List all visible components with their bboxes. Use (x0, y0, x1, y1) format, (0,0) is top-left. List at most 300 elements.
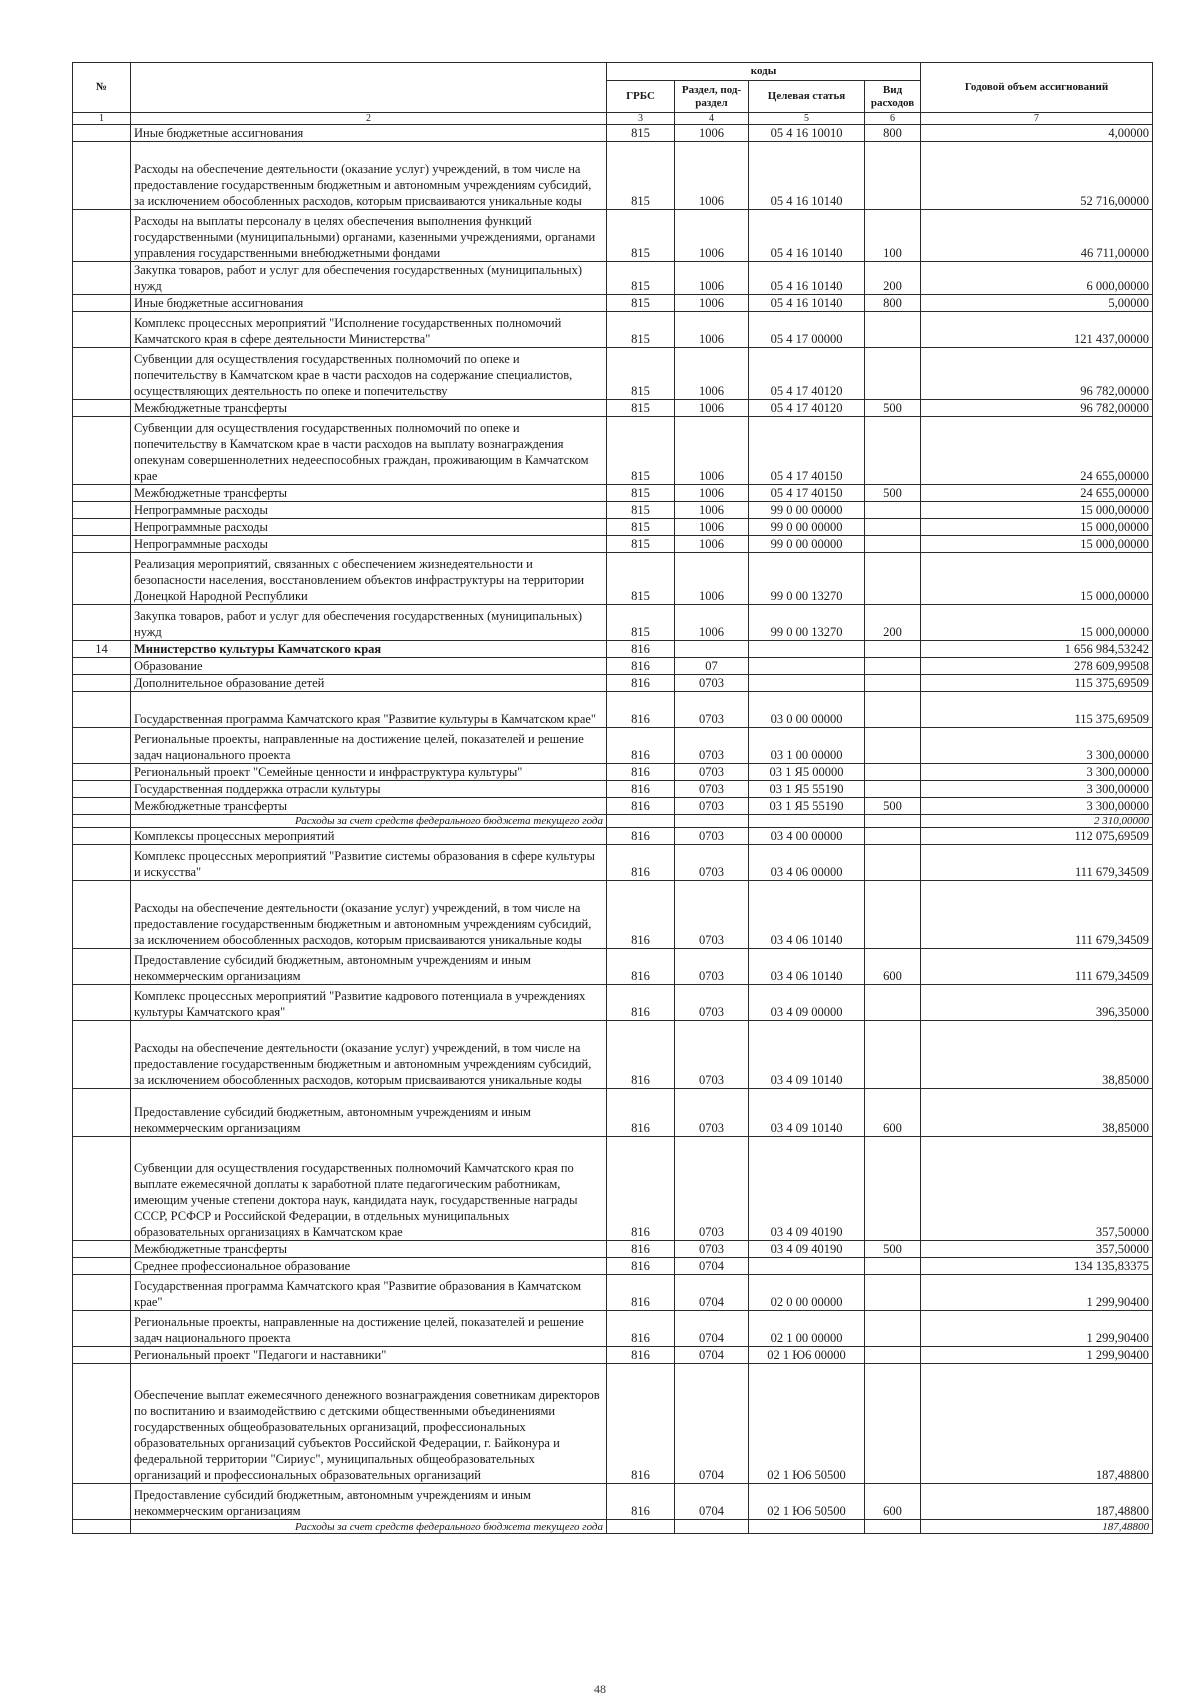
row-exp-type: 200 (865, 605, 921, 641)
table-row (73, 781, 1153, 798)
row-target: 02 1 Ю6 50500 (749, 1484, 865, 1520)
row-amount: 111 679,34509 (921, 845, 1153, 881)
row-grbs: 815 (607, 142, 675, 210)
row-grbs: 816 (607, 728, 675, 764)
row-section: 1006 (675, 400, 749, 417)
row-name: Региональные проекты, направленные на достижение целей, показателей и решение задач национального проекта (131, 1311, 607, 1347)
table-row (73, 125, 1153, 142)
row-grbs: 816 (607, 798, 675, 815)
row-number (73, 553, 131, 605)
row-exp-type (865, 728, 921, 764)
row-number (73, 536, 131, 553)
row-target: 03 0 00 00000 (749, 692, 865, 728)
row-section: 0703 (675, 1021, 749, 1089)
row-name: Комплексы процессных мероприятий (131, 828, 607, 845)
table-row (73, 845, 1153, 881)
row-exp-type (865, 1311, 921, 1347)
row-grbs: 816 (607, 1258, 675, 1275)
row-amount: 24 655,00000 (921, 417, 1153, 485)
row-name: Предоставление субсидий бюджетным, автономным учреждениям и иным некоммерческим организациям (131, 1089, 607, 1137)
row-exp-type (865, 675, 921, 692)
row-name: Министерство культуры Камчатского края (131, 641, 607, 658)
row-name: Межбюджетные трансферты (131, 1241, 607, 1258)
table-row (73, 675, 1153, 692)
row-name: Иные бюджетные ассигнования (131, 125, 607, 142)
row-target: 05 4 17 00000 (749, 312, 865, 348)
table-header (73, 63, 1153, 125)
row-target: 03 4 09 40190 (749, 1241, 865, 1258)
row-section: 0704 (675, 1258, 749, 1275)
row-amount: 121 437,00000 (921, 312, 1153, 348)
row-target: 05 4 16 10010 (749, 125, 865, 142)
row-exp-type: 600 (865, 1089, 921, 1137)
row-exp-type (865, 142, 921, 210)
row-exp-type (865, 312, 921, 348)
row-number (73, 949, 131, 985)
table-body (73, 125, 1153, 1534)
row-amount: 96 782,00000 (921, 348, 1153, 400)
row-name: Региональный проект "Семейные ценности и инфраструктура культуры" (131, 764, 607, 781)
row-number (73, 1364, 131, 1484)
col-num-2: 2 (131, 113, 607, 125)
row-name: Расходы на обеспечение деятельности (оказание услуг) учреждений, в том числе на предоставление государственным бюджетным и автономным учреждениям субсидий, за исключением обособленных расходов, которым присваиваются уникальные коды (131, 881, 607, 949)
row-name: Непрограммные расходы (131, 502, 607, 519)
row-target (749, 815, 865, 828)
row-amount: 24 655,00000 (921, 485, 1153, 502)
col-num-1: 1 (73, 113, 131, 125)
row-name: Государственная программа Камчатского края "Развитие культуры в Камчатском крае" (131, 692, 607, 728)
row-number (73, 815, 131, 828)
row-grbs: 816 (607, 1311, 675, 1347)
row-amount: 111 679,34509 (921, 881, 1153, 949)
row-section: 1006 (675, 417, 749, 485)
row-amount: 278 609,99508 (921, 658, 1153, 675)
col-num-4: 4 (675, 113, 749, 125)
row-amount: 1 299,90400 (921, 1347, 1153, 1364)
row-number (73, 692, 131, 728)
budget-table (72, 62, 1153, 1534)
row-exp-type: 100 (865, 210, 921, 262)
row-section: 1006 (675, 605, 749, 641)
row-number (73, 417, 131, 485)
row-number (73, 881, 131, 949)
row-name: Непрограммные расходы (131, 519, 607, 536)
row-name: Обеспечение выплат ежемесячного денежного вознаграждения советникам директоров по воспитанию и взаимодействию с детскими общественными объединениями государственных общеобразовательных организаций, профессиональных образовательных организаций субъектов Российской Федерации, г. Байконура и федеральной территории "Сириус", муниципальных общеобразовательных организаций и профессиональных образовательных организаций (131, 1364, 607, 1484)
row-section: 1006 (675, 142, 749, 210)
row-amount: 96 782,00000 (921, 400, 1153, 417)
row-section: 0704 (675, 1347, 749, 1364)
table-row (73, 692, 1153, 728)
row-grbs: 816 (607, 781, 675, 798)
table-row (73, 1364, 1153, 1484)
row-exp-type (865, 881, 921, 949)
row-target: 99 0 00 13270 (749, 553, 865, 605)
table-row (73, 1311, 1153, 1347)
row-exp-type: 500 (865, 400, 921, 417)
table-row (73, 312, 1153, 348)
row-exp-type (865, 417, 921, 485)
table-row (73, 536, 1153, 553)
row-number (73, 798, 131, 815)
row-name: Образование (131, 658, 607, 675)
row-grbs: 815 (607, 295, 675, 312)
table-row (73, 295, 1153, 312)
row-amount: 187,48800 (921, 1484, 1153, 1520)
row-target (749, 1520, 865, 1534)
row-name: Расходы на обеспечение деятельности (оказание услуг) учреждений, в том числе на предоставление государственным бюджетным и автономным учреждениям субсидий, за исключением обособленных расходов, которым присваиваются уникальные коды (131, 142, 607, 210)
row-grbs: 815 (607, 485, 675, 502)
row-amount: 1 656 984,53242 (921, 641, 1153, 658)
col-num-7: 7 (921, 113, 1153, 125)
row-number (73, 519, 131, 536)
row-number (73, 210, 131, 262)
row-amount: 396,35000 (921, 985, 1153, 1021)
row-exp-type (865, 641, 921, 658)
row-exp-type (865, 553, 921, 605)
header-target: Целевая статья (749, 81, 865, 113)
table-row (73, 605, 1153, 641)
row-number (73, 1484, 131, 1520)
row-grbs: 816 (607, 641, 675, 658)
table-row (73, 142, 1153, 210)
row-exp-type (865, 781, 921, 798)
row-target: 03 1 00 00000 (749, 728, 865, 764)
table-row (73, 1089, 1153, 1137)
row-section: 0703 (675, 1241, 749, 1258)
row-exp-type: 600 (865, 949, 921, 985)
row-number (73, 295, 131, 312)
header-name (131, 63, 607, 113)
row-number (73, 764, 131, 781)
row-section: 0703 (675, 985, 749, 1021)
row-name: Государственная программа Камчатского края "Развитие образования в Камчатском крае" (131, 1275, 607, 1311)
row-amount: 6 000,00000 (921, 262, 1153, 295)
row-grbs: 816 (607, 1241, 675, 1258)
row-amount: 3 300,00000 (921, 798, 1153, 815)
row-number (73, 1275, 131, 1311)
row-target: 03 4 00 00000 (749, 828, 865, 845)
row-section: 0703 (675, 728, 749, 764)
table-row (73, 881, 1153, 949)
row-grbs: 816 (607, 1484, 675, 1520)
row-amount: 112 075,69509 (921, 828, 1153, 845)
row-target: 02 1 00 00000 (749, 1311, 865, 1347)
row-target (749, 658, 865, 675)
row-number (73, 1347, 131, 1364)
row-number (73, 485, 131, 502)
row-target: 05 4 16 10140 (749, 295, 865, 312)
row-number (73, 781, 131, 798)
row-section: 1006 (675, 502, 749, 519)
row-name: Комплекс процессных мероприятий "Исполнение государственных полномочий Камчатского края в сфере деятельности Министерства" (131, 312, 607, 348)
row-section: 0703 (675, 1089, 749, 1137)
row-number (73, 400, 131, 417)
row-grbs: 815 (607, 262, 675, 295)
row-grbs: 816 (607, 985, 675, 1021)
row-grbs: 816 (607, 881, 675, 949)
row-grbs: 815 (607, 605, 675, 641)
row-grbs: 815 (607, 348, 675, 400)
row-target: 99 0 00 00000 (749, 536, 865, 553)
row-grbs: 816 (607, 675, 675, 692)
row-section: 07 (675, 658, 749, 675)
row-exp-type: 200 (865, 262, 921, 295)
row-target: 03 4 06 10140 (749, 881, 865, 949)
row-name: Субвенции для осуществления государственных полномочий Камчатского края по выплате ежемесячной доплаты к заработной плате педагогическим работникам, имеющим ученые степени доктора наук, кандидата наук, государственные награды СССР, РСФСР и Российской Федерации, в отдельных муниципальных образовательных организациях в Камчатском крае (131, 1137, 607, 1241)
row-grbs: 816 (607, 949, 675, 985)
header-codes: коды (607, 63, 921, 81)
row-name: Расходы за счет средств федерального бюджета текущего года (131, 1520, 607, 1534)
row-section: 0703 (675, 881, 749, 949)
row-amount: 38,85000 (921, 1089, 1153, 1137)
row-exp-type (865, 1347, 921, 1364)
row-target: 03 4 06 10140 (749, 949, 865, 985)
row-section: 1006 (675, 485, 749, 502)
row-exp-type (865, 815, 921, 828)
row-grbs: 815 (607, 125, 675, 142)
row-exp-type: 800 (865, 125, 921, 142)
row-name: Региональные проекты, направленные на достижение целей, показателей и решение задач национального проекта (131, 728, 607, 764)
row-amount: 357,50000 (921, 1241, 1153, 1258)
row-grbs: 816 (607, 828, 675, 845)
row-grbs: 816 (607, 692, 675, 728)
table-row (73, 400, 1153, 417)
row-amount: 357,50000 (921, 1137, 1153, 1241)
table-row (73, 828, 1153, 845)
row-number (73, 312, 131, 348)
row-amount: 187,48800 (921, 1520, 1153, 1534)
row-number (73, 1311, 131, 1347)
row-amount: 38,85000 (921, 1021, 1153, 1089)
row-exp-type (865, 764, 921, 781)
row-name: Расходы за счет средств федерального бюджета текущего года (131, 815, 607, 828)
header-grbs: ГРБС (607, 81, 675, 113)
table-row (73, 502, 1153, 519)
row-grbs: 815 (607, 553, 675, 605)
row-grbs: 815 (607, 502, 675, 519)
row-grbs: 815 (607, 312, 675, 348)
row-grbs: 816 (607, 1137, 675, 1241)
row-name: Закупка товаров, работ и услуг для обеспечения государственных (муниципальных) нужд (131, 605, 607, 641)
row-grbs: 816 (607, 1089, 675, 1137)
row-section: 0703 (675, 675, 749, 692)
row-section: 0703 (675, 781, 749, 798)
row-exp-type (865, 828, 921, 845)
table-row (73, 1484, 1153, 1520)
row-number: 14 (73, 641, 131, 658)
row-section: 1006 (675, 312, 749, 348)
row-exp-type (865, 502, 921, 519)
row-target: 03 4 09 00000 (749, 985, 865, 1021)
row-section: 1006 (675, 536, 749, 553)
row-exp-type (865, 985, 921, 1021)
row-section: 0703 (675, 798, 749, 815)
header-no: № (73, 63, 131, 113)
col-num-6: 6 (865, 113, 921, 125)
table-row (73, 485, 1153, 502)
row-grbs: 816 (607, 1021, 675, 1089)
row-target: 03 4 06 00000 (749, 845, 865, 881)
row-number (73, 142, 131, 210)
row-amount: 115 375,69509 (921, 692, 1153, 728)
row-number (73, 728, 131, 764)
row-grbs: 816 (607, 1347, 675, 1364)
row-name: Комплекс процессных мероприятий "Развитие кадрового потенциала в учреждениях культуры Камчатского края" (131, 985, 607, 1021)
row-section: 1006 (675, 125, 749, 142)
header-exp-type: Вид расходов (865, 81, 921, 113)
table-row (73, 658, 1153, 675)
row-target (749, 1258, 865, 1275)
col-num-3: 3 (607, 113, 675, 125)
row-exp-type (865, 348, 921, 400)
row-grbs: 816 (607, 845, 675, 881)
row-number (73, 502, 131, 519)
table-row (73, 1347, 1153, 1364)
budget-table-sheet (72, 62, 1152, 1534)
row-grbs: 815 (607, 536, 675, 553)
row-target: 99 0 00 00000 (749, 519, 865, 536)
row-exp-type (865, 536, 921, 553)
table-row (73, 1258, 1153, 1275)
row-target: 05 4 17 40150 (749, 485, 865, 502)
table-row (73, 1241, 1153, 1258)
row-grbs: 815 (607, 519, 675, 536)
row-number (73, 125, 131, 142)
table-row (73, 262, 1153, 295)
row-target (749, 675, 865, 692)
row-grbs: 816 (607, 658, 675, 675)
row-section (675, 815, 749, 828)
row-target: 03 4 09 40190 (749, 1137, 865, 1241)
row-section: 0703 (675, 949, 749, 985)
row-name: Межбюджетные трансферты (131, 798, 607, 815)
row-amount: 15 000,00000 (921, 553, 1153, 605)
row-name: Государственная поддержка отрасли культуры (131, 781, 607, 798)
row-name: Субвенции для осуществления государственных полномочий по опеке и попечительству в Камчатском крае в части расходов на выплату вознаграждения опекунам совершеннолетних недееспособных граждан, проживающим в Камчатском крае (131, 417, 607, 485)
row-target: 03 1 Я5 55190 (749, 798, 865, 815)
row-target: 03 4 09 10140 (749, 1089, 865, 1137)
row-amount: 15 000,00000 (921, 519, 1153, 536)
row-grbs: 815 (607, 417, 675, 485)
table-row (73, 417, 1153, 485)
row-amount: 1 299,90400 (921, 1275, 1153, 1311)
row-target: 99 0 00 13270 (749, 605, 865, 641)
row-grbs: 815 (607, 400, 675, 417)
row-section: 1006 (675, 519, 749, 536)
row-number (73, 845, 131, 881)
row-number (73, 1258, 131, 1275)
row-exp-type: 500 (865, 485, 921, 502)
row-section: 0703 (675, 692, 749, 728)
table-row (73, 519, 1153, 536)
row-number (73, 985, 131, 1021)
row-section: 1006 (675, 348, 749, 400)
row-exp-type (865, 1137, 921, 1241)
row-target: 99 0 00 00000 (749, 502, 865, 519)
table-row (73, 764, 1153, 781)
row-target: 05 4 17 40120 (749, 400, 865, 417)
row-amount: 5,00000 (921, 295, 1153, 312)
row-target: 05 4 16 10140 (749, 210, 865, 262)
page-number: 48 (594, 1682, 606, 1696)
row-exp-type (865, 1364, 921, 1484)
table-row (73, 798, 1153, 815)
row-amount: 52 716,00000 (921, 142, 1153, 210)
row-exp-type (865, 1275, 921, 1311)
row-name: Среднее профессиональное образование (131, 1258, 607, 1275)
table-row (73, 949, 1153, 985)
row-target: 05 4 16 10140 (749, 262, 865, 295)
row-name: Иные бюджетные ассигнования (131, 295, 607, 312)
row-name: Непрограммные расходы (131, 536, 607, 553)
row-number (73, 1021, 131, 1089)
row-target: 05 4 17 40150 (749, 417, 865, 485)
row-name: Реализация мероприятий, связанных с обеспечением жизнедеятельности и безопасности населения, восстановлением объектов инфраструктуры на территории Донецкой Народной Республики (131, 553, 607, 605)
row-grbs: 816 (607, 1275, 675, 1311)
row-name: Предоставление субсидий бюджетным, автономным учреждениям и иным некоммерческим организациям (131, 1484, 607, 1520)
row-section: 1006 (675, 210, 749, 262)
row-exp-type: 500 (865, 798, 921, 815)
row-exp-type (865, 658, 921, 675)
row-number (73, 675, 131, 692)
row-target (749, 641, 865, 658)
table-row (73, 210, 1153, 262)
row-section: 1006 (675, 262, 749, 295)
row-amount: 3 300,00000 (921, 764, 1153, 781)
col-num-5: 5 (749, 113, 865, 125)
row-section: 0703 (675, 845, 749, 881)
row-name: Закупка товаров, работ и услуг для обеспечения государственных (муниципальных) нужд (131, 262, 607, 295)
row-amount: 187,48800 (921, 1364, 1153, 1484)
row-section: 1006 (675, 553, 749, 605)
row-amount: 3 300,00000 (921, 728, 1153, 764)
row-number (73, 658, 131, 675)
table-row (73, 641, 1153, 658)
row-name: Расходы на обеспечение деятельности (оказание услуг) учреждений, в том числе на предоставление государственным бюджетным и автономным учреждениям субсидий, за исключением обособленных расходов, которым присваиваются уникальные коды (131, 1021, 607, 1089)
table-row (73, 1021, 1153, 1089)
row-exp-type (865, 692, 921, 728)
row-number (73, 1241, 131, 1258)
row-grbs: 815 (607, 210, 675, 262)
row-section: 0703 (675, 764, 749, 781)
row-target: 02 1 Ю6 00000 (749, 1347, 865, 1364)
row-amount: 15 000,00000 (921, 502, 1153, 519)
header-section: Раздел, под-раздел (675, 81, 749, 113)
row-name: Субвенции для осуществления государственных полномочий по опеке и попечительству в Камчатском крае в части расходов на содержание специалистов, осуществляющих деятельность по опеке и попечительству (131, 348, 607, 400)
row-number (73, 262, 131, 295)
row-amount: 4,00000 (921, 125, 1153, 142)
row-name: Межбюджетные трансферты (131, 400, 607, 417)
row-grbs (607, 815, 675, 828)
row-amount: 2 310,00000 (921, 815, 1153, 828)
row-exp-type: 800 (865, 295, 921, 312)
table-row (73, 1137, 1153, 1241)
row-number (73, 348, 131, 400)
row-number (73, 1089, 131, 1137)
row-amount: 15 000,00000 (921, 605, 1153, 641)
row-number (73, 1137, 131, 1241)
table-row (73, 348, 1153, 400)
row-amount: 115 375,69509 (921, 675, 1153, 692)
row-section: 0703 (675, 828, 749, 845)
row-section (675, 1520, 749, 1534)
row-section: 0704 (675, 1311, 749, 1347)
row-amount: 134 135,83375 (921, 1258, 1153, 1275)
row-name: Региональный проект "Педагоги и наставники" (131, 1347, 607, 1364)
row-grbs: 816 (607, 1364, 675, 1484)
row-target: 02 0 00 00000 (749, 1275, 865, 1311)
row-section: 0703 (675, 1137, 749, 1241)
